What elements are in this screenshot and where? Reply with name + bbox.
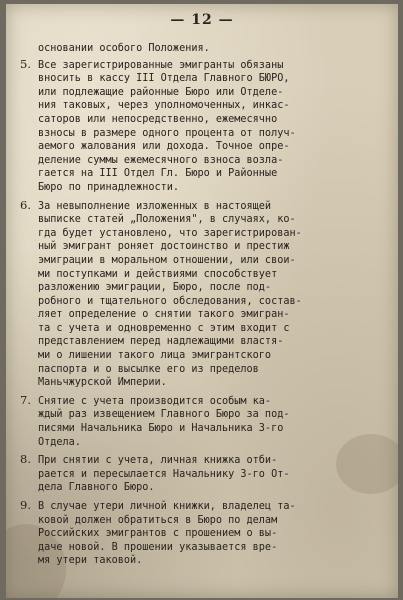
item-text-line: гда будет установлено, что зарегистрирован- <box>38 227 302 239</box>
list-item <box>20 499 392 568</box>
item-text-line: При снятии с учета, личная книжка отби- <box>38 455 278 467</box>
item-text-line: та с учета и одновременно с этим входит с <box>38 322 290 334</box>
item-text-line: рается и пересылается Начальнику 3-го От- <box>38 468 290 480</box>
item-text-line: Отдела. <box>38 436 81 448</box>
list-item <box>20 199 392 390</box>
item-text-line: писями Начальника Бюро и Начальника 3-го <box>38 423 284 435</box>
item-text-line: вносить в кассу III Отдела Главного БЮРО, <box>38 73 290 85</box>
item-text-line: выписке статей „Положения", в случаях, ко- <box>38 214 296 226</box>
item-text-line: Все зарегистрированные эмигранты обязаны <box>38 59 284 71</box>
item-number: 5. <box>20 57 31 71</box>
list-item <box>20 394 392 449</box>
item-text-line: робного и тщательного обследования, состав- <box>38 295 302 307</box>
item-text-line: Бюро по принадлежности. <box>38 181 180 193</box>
item-list <box>20 58 392 568</box>
item-text-line: деление суммы ежемесячного взноса возла- <box>38 154 284 166</box>
item-text-line: гается на III Отдел Гл. Бюро и Районные <box>38 168 278 180</box>
document-page <box>6 4 398 598</box>
item-number: 9. <box>20 499 31 512</box>
item-text-line: представлением перед надлежащими властя- <box>38 336 284 348</box>
item-text-line: В случае утери личной книжки, владелец та- <box>38 501 296 512</box>
item-number: 8. <box>20 453 31 467</box>
item-text-line: ми о лишении такого лица эмигрантского <box>38 350 272 362</box>
item-text-line: взносы в размере одного процента от получ- <box>38 127 296 139</box>
item-text-line: ный эмигрант роняет достоинство и престиж <box>38 241 290 253</box>
item-text-line: эмиграции в моральном отношении, или свои- <box>38 254 296 266</box>
item-text-line: Российских эмигрантов с прошением о вы- <box>38 528 278 540</box>
item-text-line: паспорта и о высылке его из пределов <box>38 363 259 375</box>
item-number: 7. <box>20 393 31 407</box>
item-text-line: ждый раз извещением Главного Бюро за под- <box>38 409 290 421</box>
intro-line: основании особого Положения. <box>38 43 210 54</box>
list-item <box>20 453 392 495</box>
item-text-line: мя утери таковой. <box>38 555 143 567</box>
item-text-line: Маньчжурской Империи. <box>38 377 167 389</box>
item-text-line: ми поступками и действиями способствует <box>38 268 278 280</box>
item-text-line: саторов или непосредственно, ежемесячно <box>38 113 278 125</box>
item-text-line: ляет определение о снятии такого эмигран- <box>38 309 290 321</box>
item-text-line: ния таковых, через уполномоченных, инкас- <box>38 100 290 112</box>
item-text-line: Снятие с учета производится особым ка- <box>38 395 272 407</box>
item-text-line: или подлежащие районные Бюро или Отделе- <box>38 86 284 98</box>
item-text-line: разложению эмиграции, Бюро, после под- <box>38 282 272 294</box>
item-text-line: За невыполнение изложенных в настоящей <box>38 200 272 212</box>
item-text-line: аемого жалования или дохода. Точное опре- <box>38 141 290 153</box>
item-text-line: ковой должен обратиться в Бюро по делам <box>38 514 278 526</box>
list-item <box>20 58 392 195</box>
item-text-line: даче новой. В прошении указывается вре- <box>38 541 278 553</box>
item-number: 6. <box>20 198 31 212</box>
document-body <box>20 42 392 568</box>
page-number: — 12 — <box>170 12 234 28</box>
item-text-line: дела Главного Бюро. <box>38 482 155 494</box>
